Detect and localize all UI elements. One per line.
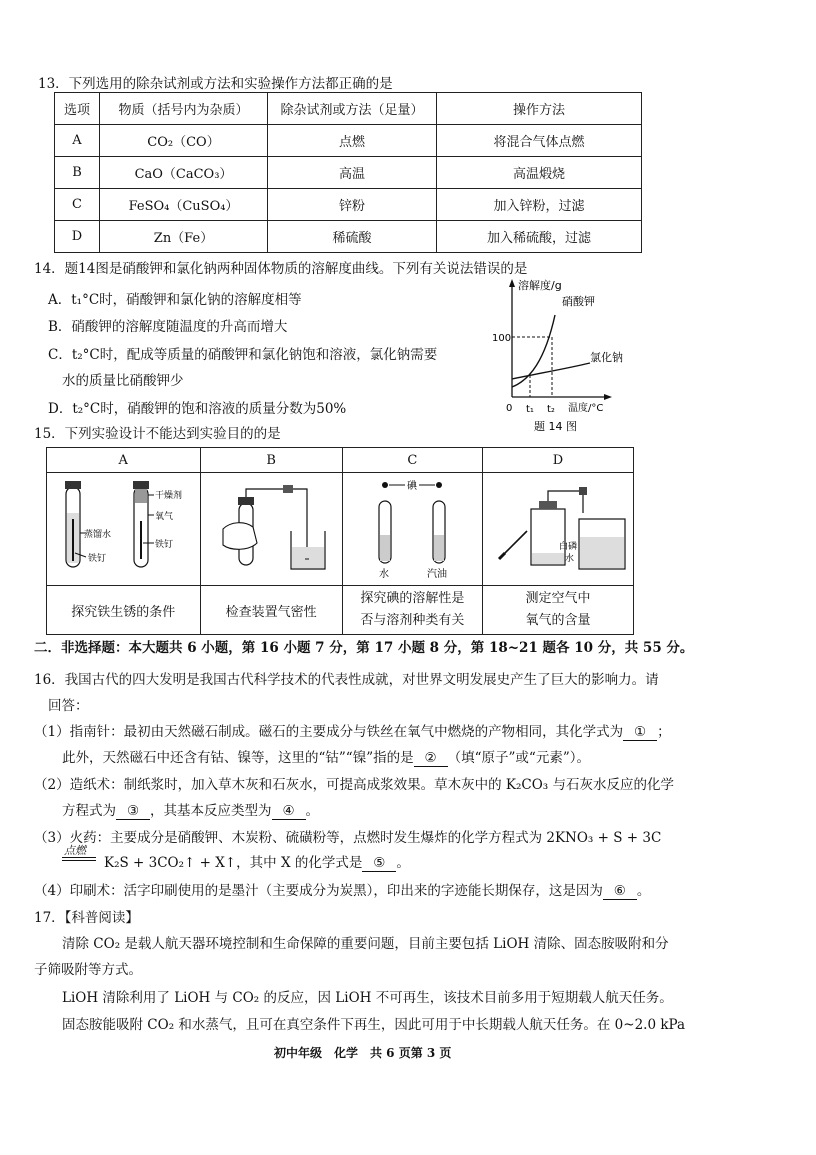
q16-part3b — [104, 851, 410, 872]
q16-text: ，其基本反应类型为 — [150, 803, 272, 819]
t1-label: t₁ — [526, 404, 534, 415]
table-cell: A — [55, 125, 100, 157]
q14-option-b: B．硝酸钾的溶解度随温度的升高而增大 — [48, 319, 288, 335]
q16-text: 方程式为 — [62, 803, 116, 819]
table-header: D — [483, 448, 634, 473]
table-cell: 高温煅烧 — [437, 157, 642, 189]
q14-option-d: D．t₂°C时，硝酸钾的饱和溶液的质量分数为50% — [48, 401, 347, 417]
answer-blank-1: ① — [623, 724, 657, 741]
nacl-label: 氯化钠 — [590, 351, 623, 364]
table-cell: 加入锌粉，过滤 — [437, 189, 642, 221]
table-row — [47, 586, 634, 635]
answer-blank-2: ② — [414, 750, 448, 767]
table-header: 选项 — [55, 93, 100, 125]
table-header: B — [200, 448, 342, 473]
table-header: 操作方法 — [437, 93, 642, 125]
table-cell: 稀硫酸 — [268, 221, 437, 253]
table-cell: FeSO₄（CuSO₄） — [100, 189, 268, 221]
label-oxygen: 氧气 — [155, 512, 174, 522]
table-cell: D — [55, 221, 100, 253]
q14-option-a: A．t₁°C时，硝酸钾和氯化钠的溶解度相等 — [48, 292, 302, 308]
figure-c-cell — [342, 473, 482, 586]
answer-blank-4: ④ — [272, 803, 306, 820]
table-cell: CO₂（CO） — [100, 125, 268, 157]
purpose-b: 检查装置气密性 — [200, 586, 342, 635]
q16-part2b — [62, 799, 319, 820]
label-iron-nail-b: 铁钉 — [155, 540, 174, 550]
purpose-a: 探究铁生锈的条件 — [47, 586, 201, 635]
reaction-condition: 点燃 — [64, 844, 86, 857]
label-water-d: 水 — [565, 554, 575, 564]
q16-text: （1）指南针：最初由天然磁石制成。磁石的主要成分与铁丝在氧气中燃烧的产物相同，其化学式为 — [34, 724, 624, 740]
figure-a-cell — [47, 473, 201, 586]
figure-a — [48, 473, 198, 581]
table-cell: 高温 — [268, 157, 437, 189]
x-axis-label: 温度/°C — [568, 403, 604, 414]
label-white-phosphorus: 白磷 — [559, 542, 578, 552]
q16-part1a — [34, 720, 671, 741]
t2-label: t₂ — [547, 404, 555, 415]
table-header-row — [55, 93, 642, 125]
table-cell: CaO（CaCO₃） — [100, 157, 268, 189]
figure-d-cell — [483, 473, 634, 586]
table-cell: 将混合气体点燃 — [437, 125, 642, 157]
q16-text: ； — [657, 724, 671, 740]
table-cell: B — [55, 157, 100, 189]
q15-stem: 15．下列实验设计不能达到实验目的的是 — [34, 426, 281, 442]
q16-part4 — [34, 879, 650, 900]
y-tick-100: 100 — [492, 333, 512, 344]
table-row — [55, 221, 642, 253]
q17-title: 17．【科普阅读】 — [34, 910, 139, 926]
q16-text: 。 — [636, 883, 651, 899]
y-axis-label: 溶解度/g — [518, 279, 562, 292]
q13-stem: 13．下列选用的除杂试剂或方法和实验操作方法都正确的是 — [38, 76, 393, 92]
table-header-row — [47, 448, 634, 473]
q13-table — [54, 92, 642, 253]
table-cell: Zn（Fe） — [100, 221, 268, 253]
table-cell: 锌粉 — [268, 189, 437, 221]
table-row — [47, 473, 634, 586]
purpose-c: 探究碘的溶解性是 否与溶剂种类有关 — [342, 586, 482, 635]
figure-b-cell — [200, 473, 342, 586]
table-cell: 点燃 — [268, 125, 437, 157]
q17-para3: 固态胺能吸附 CO₂ 和水蒸气，且可在真空条件下再生，因此可用于中长期载人航天任务。在 0~2.0 kPa — [62, 1017, 686, 1033]
hand-icon — [223, 523, 257, 550]
table-cell: 加入稀硫酸，过滤 — [437, 221, 642, 253]
q14-option-c-cont: 水的质量比硝酸钾少 — [62, 373, 184, 389]
table-header: 物质（括号内为杂质） — [100, 93, 268, 125]
q16-text: 此外，天然磁石中还含有钴、镍等，这里的“钴”“镍”指的是 — [62, 750, 414, 766]
reaction-arrow-2 — [62, 860, 96, 861]
figure-c — [343, 473, 481, 581]
q16-part2a: （2）造纸术：制纸浆时，加入草木灰和石灰水，可提高成浆效果。草木灰中的 K₂CO₃ 与石灰水反应的化学 — [34, 777, 674, 793]
label-distilled-water: 蒸馏水 — [84, 530, 112, 540]
nacl-curve — [512, 363, 590, 379]
q16-text: （4）印刷术：活字印刷使用的是墨汁（主要成分为炭黑），印出来的字迹能长期保存，这是因为 — [34, 883, 603, 899]
q16-text: K₂S + 3CO₂↑ + X↑，其中 X 的化学式是 — [104, 855, 363, 871]
figure-caption: 题 14 图 — [534, 420, 577, 433]
origin-label: 0 — [506, 403, 513, 414]
label-iron-nail-a: 铁钉 — [88, 554, 107, 564]
table-header: A — [47, 448, 201, 473]
q17-para2: LiOH 清除利用了 LiOH 与 CO₂ 的反应，因 LiOH 不可再生，该技术目前多用于短期载人航天任务。 — [62, 990, 673, 1006]
table-header: 除杂试剂或方法（足量） — [268, 93, 437, 125]
label-desiccant: 干燥剂 — [155, 491, 183, 501]
table-cell: C — [55, 189, 100, 221]
reaction-arrow — [62, 857, 96, 858]
q16-intro-cont: 回答： — [48, 698, 89, 714]
answer-blank-3: ③ — [116, 803, 150, 820]
q14-stem: 14．题14图是硝酸钾和氯化钠两种固体物质的溶解度曲线。下列有关说法错误的是 — [34, 261, 528, 277]
q16-text: （填“原子”或“元素”）。 — [447, 750, 590, 766]
purpose-d: 测定空气中 氧气的含量 — [483, 586, 634, 635]
table-row — [55, 125, 642, 157]
label-gasoline: 汽油 — [427, 569, 448, 580]
kno3-label: 硝酸钾 — [562, 295, 595, 308]
q16-intro: 16．我国古代的四大发明是我国古代科学技术的代表性成就，对世界文明发展史产生了巨大的影响力。请 — [34, 672, 659, 688]
q14-option-c: C．t₂°C时，配成等质量的硝酸钾和氯化钠饱和溶液，氯化钠需要 — [48, 347, 438, 363]
section-2-heading: 二．非选择题：本大题共 6 小题，第 16 小题 7 分，第 17 小题 8 分，第 18~21 题各 10 分，共 55 分。 — [34, 640, 694, 656]
q16-text: 。 — [305, 803, 319, 819]
label-iodine: 碘 — [407, 481, 418, 492]
answer-blank-5: ⑤ — [362, 855, 396, 872]
q15-table — [46, 447, 634, 635]
figure-d — [483, 473, 633, 581]
solubility-figure — [490, 275, 640, 435]
kno3-curve — [512, 315, 555, 387]
table-row — [55, 157, 642, 189]
label-water: 水 — [379, 569, 390, 580]
q16-part1b — [62, 746, 590, 767]
q16-part3a: （3）火药：主要成分是硝酸钾、木炭粉、硫磺粉等，点燃时发生爆炸的化学方程式为 2KNO₃ + S + 3C — [34, 830, 662, 846]
answer-blank-6: ⑥ — [603, 883, 637, 900]
page-footer: 初中年级 化学 共 6 页第 3 页 — [274, 1046, 452, 1060]
q17-para1: 清除 CO₂ 是载人航天器环境控制和生命保障的重要问题，目前主要包括 LiOH 清除、固态胺吸附和分 — [62, 936, 669, 952]
table-row — [55, 189, 642, 221]
figure-b — [201, 473, 341, 581]
table-header: C — [342, 448, 482, 473]
q17-para1-cont: 子筛吸附等方式。 — [34, 962, 142, 978]
q16-text: 。 — [396, 855, 410, 871]
